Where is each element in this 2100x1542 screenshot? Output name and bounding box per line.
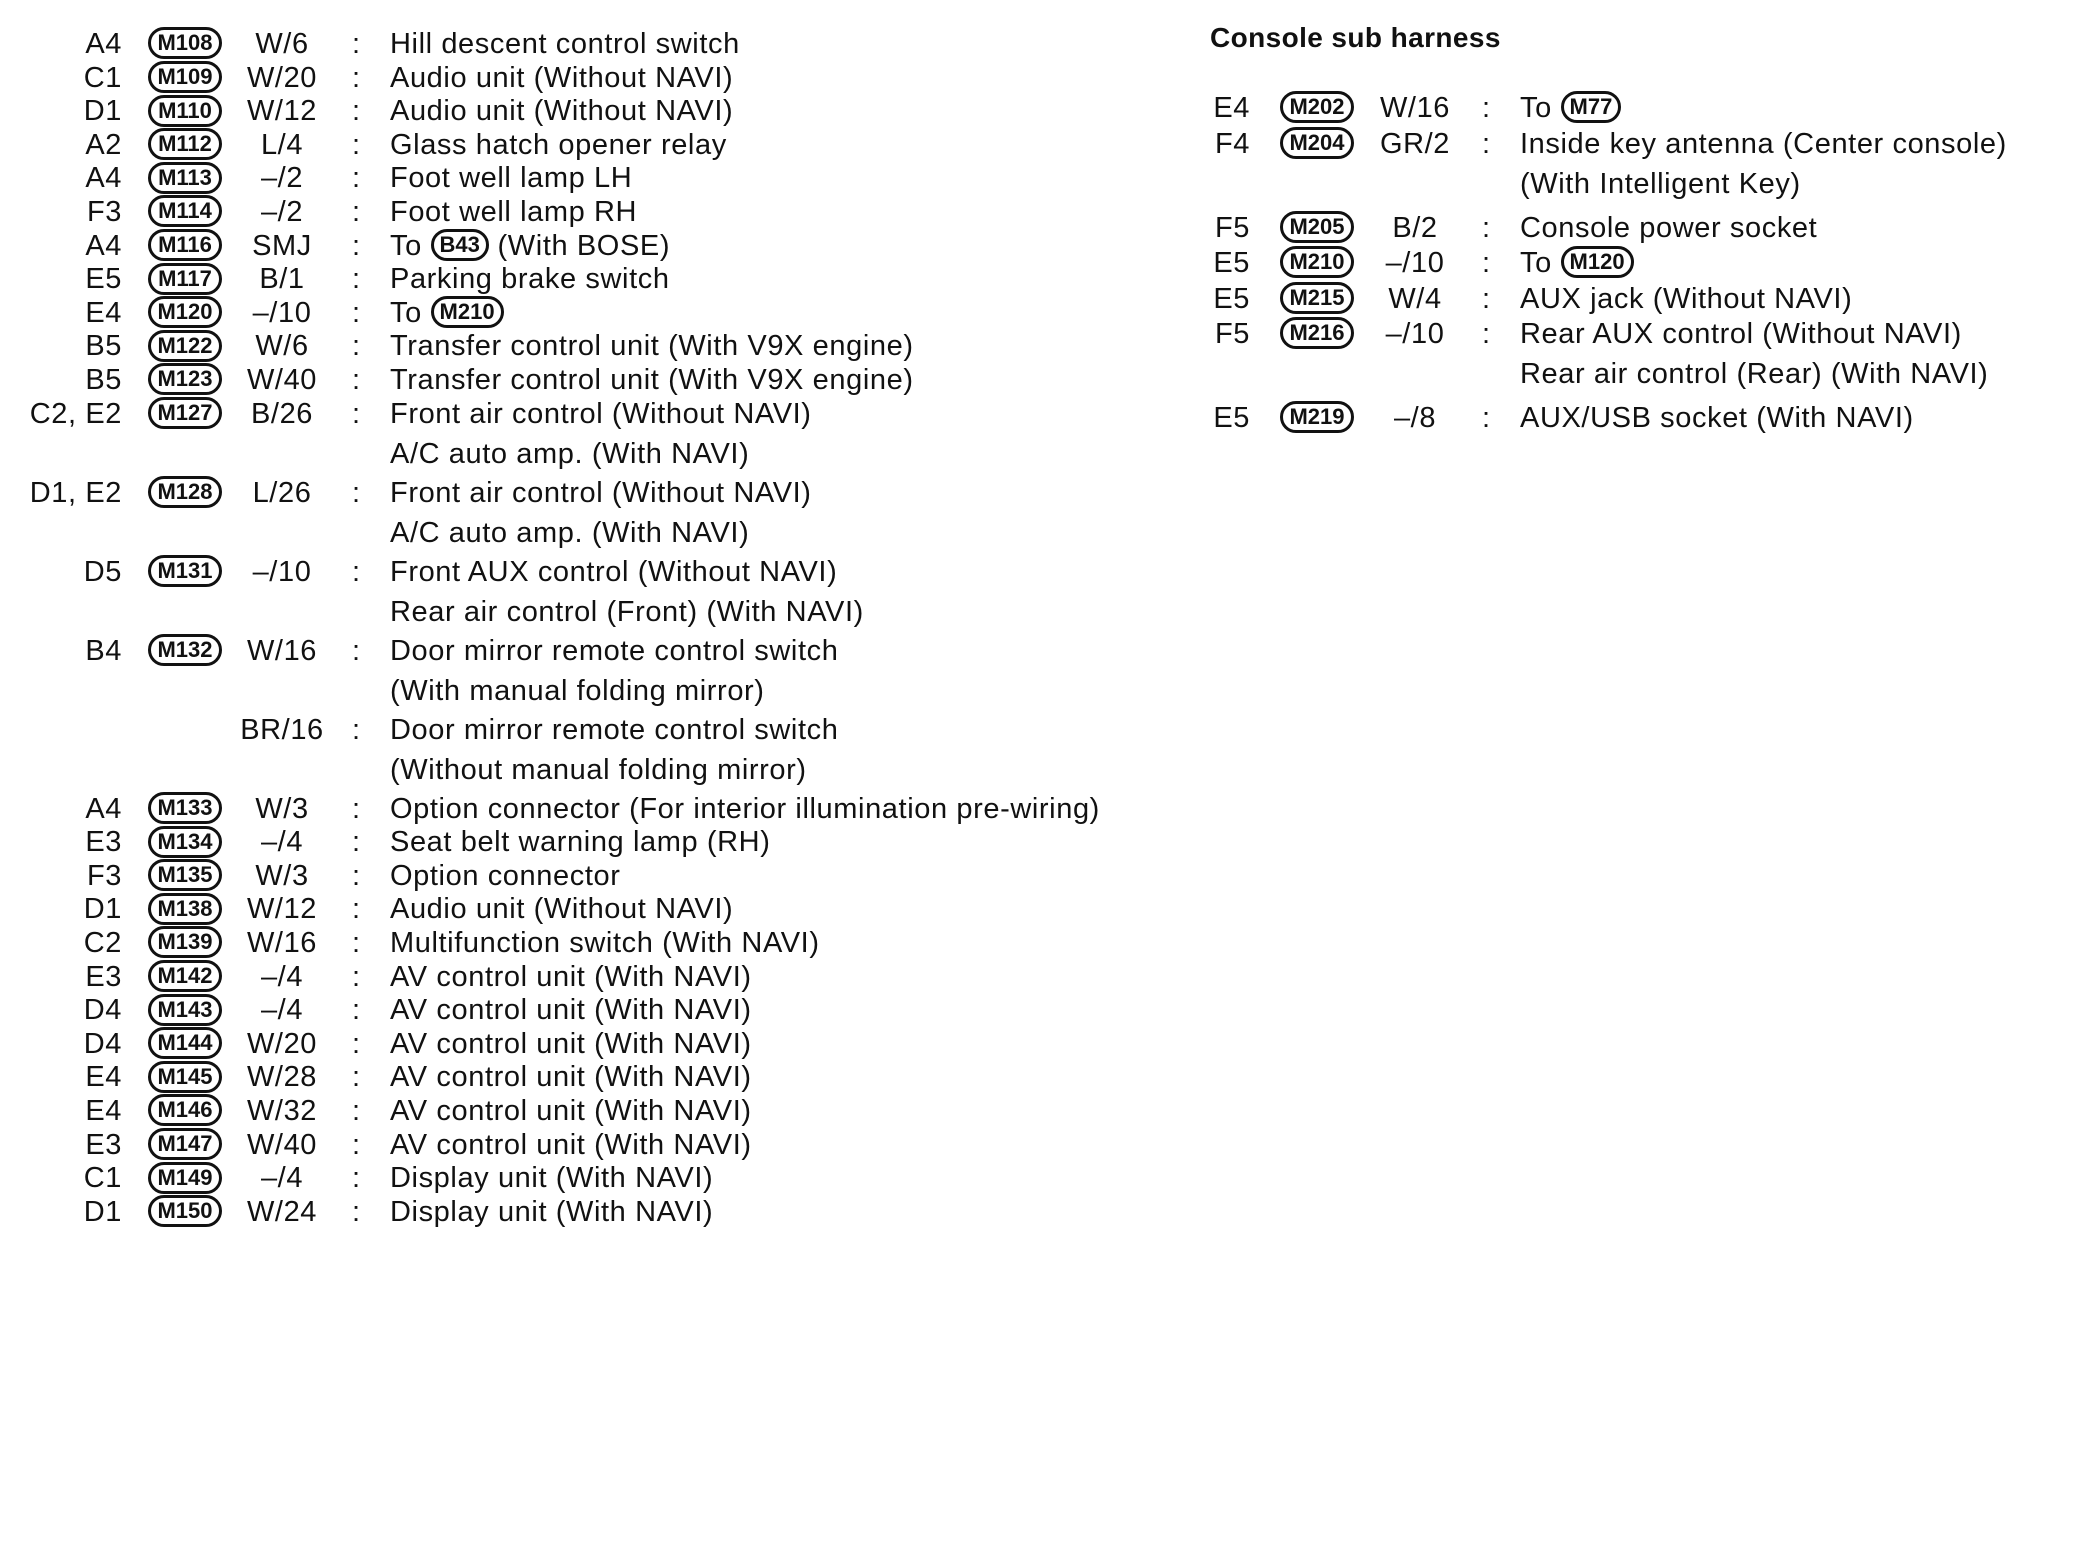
connector-badge: M132: [148, 634, 222, 666]
connector-badge: M215: [1280, 282, 1354, 314]
connector-badge: M113: [148, 162, 222, 194]
wire-spec: W/16: [1379, 92, 1451, 124]
description-text: To: [390, 229, 422, 262]
connector-id: [1280, 208, 1354, 248]
description-text: Foot well lamp LH: [390, 162, 633, 195]
description-line: [390, 671, 838, 711]
separator: :: [352, 229, 361, 262]
separator: :: [352, 859, 361, 892]
grid-location: D4: [83, 994, 122, 1027]
connector-badge: M122: [148, 330, 222, 362]
separator: :: [352, 1195, 361, 1228]
connector-id: [148, 552, 222, 592]
description-text: AV control unit (With NAVI): [390, 1095, 752, 1127]
separator: :: [352, 713, 361, 746]
connector-badge: M210: [1280, 246, 1354, 278]
connector-badge: M117: [148, 263, 222, 295]
wire-spec: W/6: [255, 28, 309, 60]
connector-badge: M142: [148, 960, 222, 992]
description-text: Rear air control (Front) (With NAVI): [390, 595, 864, 628]
separator: :: [352, 1061, 361, 1094]
description-text: Transfer control unit (With V9X engine): [390, 364, 914, 396]
connector-id: [1280, 88, 1354, 128]
connector-id: [148, 1192, 222, 1232]
description-text: Door mirror remote control switch: [390, 634, 839, 667]
connector-id: [1280, 398, 1354, 438]
wire-spec: –/10: [1385, 318, 1445, 350]
description: [1520, 208, 1817, 248]
description-text: Transfer control unit (With V9X engine): [390, 330, 914, 363]
grid-location: A4: [85, 28, 122, 60]
description-line: [1520, 279, 1852, 319]
description: [390, 552, 864, 632]
separator: :: [352, 61, 361, 94]
connector-badge: M112: [148, 128, 222, 160]
description-line: [390, 394, 812, 434]
separator: :: [352, 364, 361, 396]
description: [1520, 124, 2007, 204]
description-line: [390, 710, 838, 750]
connector-id: [1280, 124, 1354, 164]
connector-id: [148, 473, 222, 513]
wire-spec: W/32: [246, 1095, 318, 1127]
connector-id: [1280, 243, 1354, 283]
description-text: AUX/USB socket (With NAVI): [1520, 402, 1914, 434]
description-text: AV control unit (With NAVI): [390, 1027, 752, 1060]
connector-badge: M219: [1280, 401, 1354, 433]
grid-location: E4: [85, 1095, 122, 1127]
description-line: [390, 750, 838, 790]
separator: :: [352, 476, 361, 509]
connector-badge: M128: [148, 476, 222, 508]
description: [1520, 279, 1852, 319]
wire-spec: W/12: [246, 893, 318, 926]
description-text: Display unit (With NAVI): [390, 1195, 714, 1228]
connector-badge: M146: [148, 1094, 222, 1126]
grid-location: E4: [1213, 92, 1250, 124]
description-line: [1520, 354, 1988, 394]
wire-spec: B/2: [1392, 211, 1438, 244]
description-text: Audio unit (Without NAVI): [390, 61, 734, 94]
description-text: Door mirror remote control switch: [390, 713, 839, 746]
description: [1520, 88, 1621, 128]
wire-spec: –/8: [1393, 402, 1437, 434]
wire-spec: –/4: [260, 826, 304, 859]
description-text: Hill descent control switch: [390, 28, 740, 60]
description-line: [1520, 314, 1988, 354]
grid-location: E3: [85, 826, 122, 859]
grid-location: F3: [86, 859, 122, 892]
description-text: Option connector (For interior illumination pre-wiring): [390, 792, 1100, 825]
description-text: Inside key antenna (Center console): [1520, 127, 2007, 160]
description: [390, 1192, 713, 1232]
wire-spec: –/10: [1385, 247, 1445, 279]
grid-location: B5: [85, 364, 122, 396]
description-text: Audio unit (Without NAVI): [390, 95, 734, 128]
description-line: [390, 552, 864, 592]
separator: :: [352, 1027, 361, 1060]
referenced-connector-badge: M77: [1561, 91, 1622, 123]
separator: :: [1482, 92, 1491, 124]
description: [1520, 243, 1634, 283]
separator: :: [352, 826, 361, 859]
separator: :: [352, 28, 361, 60]
grid-location: E3: [85, 960, 122, 993]
grid-location: E5: [1213, 282, 1250, 315]
wire-spec: W/16: [246, 927, 318, 959]
grid-location: C2: [83, 927, 122, 959]
connector-badge: M149: [148, 1162, 222, 1194]
connector-badge: M114: [148, 195, 222, 227]
grid-location: D1: [83, 95, 122, 128]
grid-location: F5: [1214, 211, 1250, 244]
description-text: Front air control (Without NAVI): [390, 397, 812, 430]
description-text: AV control unit (With NAVI): [390, 1128, 752, 1161]
connector-badge: M109: [148, 61, 222, 93]
grid-location: D5: [83, 555, 122, 588]
description-suffix: (With BOSE): [497, 229, 671, 262]
grid-location: E5: [85, 263, 122, 296]
wire-spec: BR/16: [240, 713, 324, 746]
connector-id: [1280, 279, 1354, 319]
wire-spec: W/28: [246, 1061, 318, 1094]
description-line: [1520, 164, 2007, 204]
description-text: Glass hatch opener relay: [390, 128, 727, 161]
wire-spec: W/3: [255, 859, 309, 892]
connector-badge: M204: [1280, 127, 1354, 159]
wire-spec: W/20: [246, 61, 318, 94]
separator: :: [352, 1095, 361, 1127]
description: [390, 394, 812, 474]
grid-location: D1: [83, 1195, 122, 1228]
description-line: [390, 631, 838, 671]
description-text: A/C auto amp. (With NAVI): [390, 437, 750, 470]
separator: :: [1482, 402, 1491, 434]
grid-location: F5: [1214, 318, 1250, 350]
separator: :: [352, 397, 361, 430]
wire-spec: –/10: [252, 296, 312, 329]
description-text: (With Intelligent Key): [1520, 167, 1801, 200]
separator: :: [352, 330, 361, 363]
wire-spec: W/12: [246, 95, 318, 128]
description-line: [390, 592, 864, 632]
description-text: AUX jack (Without NAVI): [1520, 282, 1853, 315]
connector-badge: M147: [148, 1128, 222, 1160]
description: [390, 631, 838, 711]
wire-spec: W/24: [246, 1195, 318, 1228]
connector-badge: M133: [148, 792, 222, 824]
separator: :: [1482, 127, 1491, 160]
description-text: To: [390, 296, 422, 329]
connector-badge: M123: [148, 363, 222, 395]
description-text: (Without manual folding mirror): [390, 753, 807, 786]
description-line: [390, 473, 812, 513]
wire-spec: W/40: [246, 364, 318, 396]
connector-badge: M138: [148, 893, 222, 925]
description: [390, 473, 812, 553]
connector-badge: M216: [1280, 317, 1354, 349]
connector-id: [148, 394, 222, 434]
separator: :: [352, 263, 361, 296]
separator: :: [352, 296, 361, 329]
wire-spec: –/2: [260, 162, 304, 195]
grid-location: E5: [1213, 402, 1250, 434]
referenced-connector-badge: M210: [431, 296, 504, 328]
description-text: (With manual folding mirror): [390, 674, 765, 707]
connector-badge: M131: [148, 555, 222, 587]
description: [1520, 398, 1914, 438]
description-line: [1520, 243, 1634, 283]
separator: :: [352, 555, 361, 588]
separator: :: [1482, 282, 1491, 315]
description-text: AV control unit (With NAVI): [390, 994, 752, 1027]
grid-location: B4: [85, 634, 122, 667]
connector-badge: M202: [1280, 91, 1354, 123]
grid-location: F3: [86, 196, 122, 228]
connector-badge: M134: [148, 826, 222, 858]
referenced-connector-badge: B43: [431, 229, 489, 261]
wire-spec: SMJ: [252, 229, 312, 262]
grid-location: A4: [85, 229, 122, 262]
wire-spec: W/6: [255, 330, 309, 363]
connector-badge: M108: [148, 27, 222, 59]
connector-badge: M120: [148, 296, 222, 328]
connector-badge: M144: [148, 1027, 222, 1059]
description-text: Parking brake switch: [390, 263, 670, 296]
description-line: [390, 434, 812, 474]
grid-location: C1: [83, 61, 122, 94]
grid-location: F4: [1214, 127, 1250, 160]
grid-location: C1: [83, 1162, 122, 1195]
description-line: [1520, 88, 1621, 128]
wire-spec: W/20: [246, 1027, 318, 1060]
grid-location: E4: [85, 1061, 122, 1094]
connector-badge: M135: [148, 859, 222, 891]
description-text: Rear air control (Rear) (With NAVI): [1520, 358, 1989, 390]
grid-location: D4: [83, 1027, 122, 1060]
wire-spec: –/4: [260, 994, 304, 1027]
connector-badge: M143: [148, 994, 222, 1026]
separator: :: [352, 634, 361, 667]
grid-location: B5: [85, 330, 122, 363]
separator: :: [352, 95, 361, 128]
description-text: Foot well lamp RH: [390, 196, 638, 228]
connector-id: [148, 631, 222, 671]
connector-badge: M145: [148, 1061, 222, 1093]
description-text: A/C auto amp. (With NAVI): [390, 516, 750, 549]
connector-badge: M150: [148, 1195, 222, 1227]
connector-id: [1280, 314, 1354, 354]
referenced-connector-badge: M120: [1561, 246, 1634, 278]
connector-badge: M127: [148, 397, 222, 429]
description: [1520, 314, 1988, 394]
wire-spec: L/4: [260, 128, 304, 161]
separator: :: [352, 893, 361, 926]
separator: :: [352, 927, 361, 959]
description-text: AV control unit (With NAVI): [390, 960, 752, 993]
description-text: Rear AUX control (Without NAVI): [1520, 318, 1962, 350]
separator: :: [352, 128, 361, 161]
grid-location: A4: [85, 162, 122, 195]
wire-spec: B/26: [250, 397, 314, 430]
grid-location: D1, E2: [29, 476, 122, 509]
grid-location: C2, E2: [29, 397, 122, 430]
wire-spec: –/4: [260, 960, 304, 993]
connector-badge: M116: [148, 229, 222, 261]
connector-badge: M205: [1280, 211, 1354, 243]
grid-location: E5: [1213, 247, 1250, 279]
description-text: Front AUX control (Without NAVI): [390, 555, 838, 588]
wire-spec: W/4: [1388, 282, 1442, 315]
separator: :: [352, 162, 361, 195]
connector-badge: M139: [148, 926, 222, 958]
separator: :: [352, 1128, 361, 1161]
description: [390, 710, 838, 790]
description-line: [390, 513, 812, 553]
wire-spec: W/40: [246, 1128, 318, 1161]
separator: :: [352, 994, 361, 1027]
grid-location: A4: [85, 792, 122, 825]
description-text: To: [1520, 92, 1552, 124]
wire-spec: W/16: [246, 634, 318, 667]
section-title: Console sub harness: [1210, 22, 1501, 53]
grid-location: E3: [85, 1128, 122, 1161]
description-text: Front air control (Without NAVI): [390, 476, 812, 509]
wire-spec: W/3: [255, 792, 309, 825]
description-text: Seat belt warning lamp (RH): [390, 826, 771, 859]
separator: :: [352, 792, 361, 825]
description-line: [1520, 208, 1817, 248]
description-line: [1520, 398, 1914, 438]
description-text: Audio unit (Without NAVI): [390, 893, 734, 926]
description-text: AV control unit (With NAVI): [390, 1061, 752, 1094]
connector-badge: M110: [148, 95, 222, 127]
description-text: Display unit (With NAVI): [390, 1162, 714, 1195]
wire-spec: B/1: [259, 263, 305, 296]
wire-spec: –/4: [260, 1162, 304, 1195]
description-line: [1520, 124, 2007, 164]
grid-location: D1: [83, 893, 122, 926]
grid-location: A2: [85, 128, 122, 161]
separator: :: [1482, 247, 1491, 279]
description-text: Multifunction switch (With NAVI): [390, 927, 820, 959]
separator: :: [352, 1162, 361, 1195]
wire-spec: L/26: [252, 476, 312, 509]
grid-location: E4: [85, 296, 122, 329]
description-text: Option connector: [390, 859, 621, 892]
separator: :: [1482, 318, 1491, 350]
description-line: [390, 1192, 713, 1232]
wire-spec: GR/2: [1379, 127, 1451, 160]
wire-spec: –/10: [252, 555, 312, 588]
wire-spec: –/2: [260, 196, 304, 228]
separator: :: [1482, 211, 1491, 244]
description-text: To: [1520, 247, 1552, 279]
separator: :: [352, 960, 361, 993]
description-text: Console power socket: [1520, 211, 1818, 244]
separator: :: [352, 196, 361, 228]
